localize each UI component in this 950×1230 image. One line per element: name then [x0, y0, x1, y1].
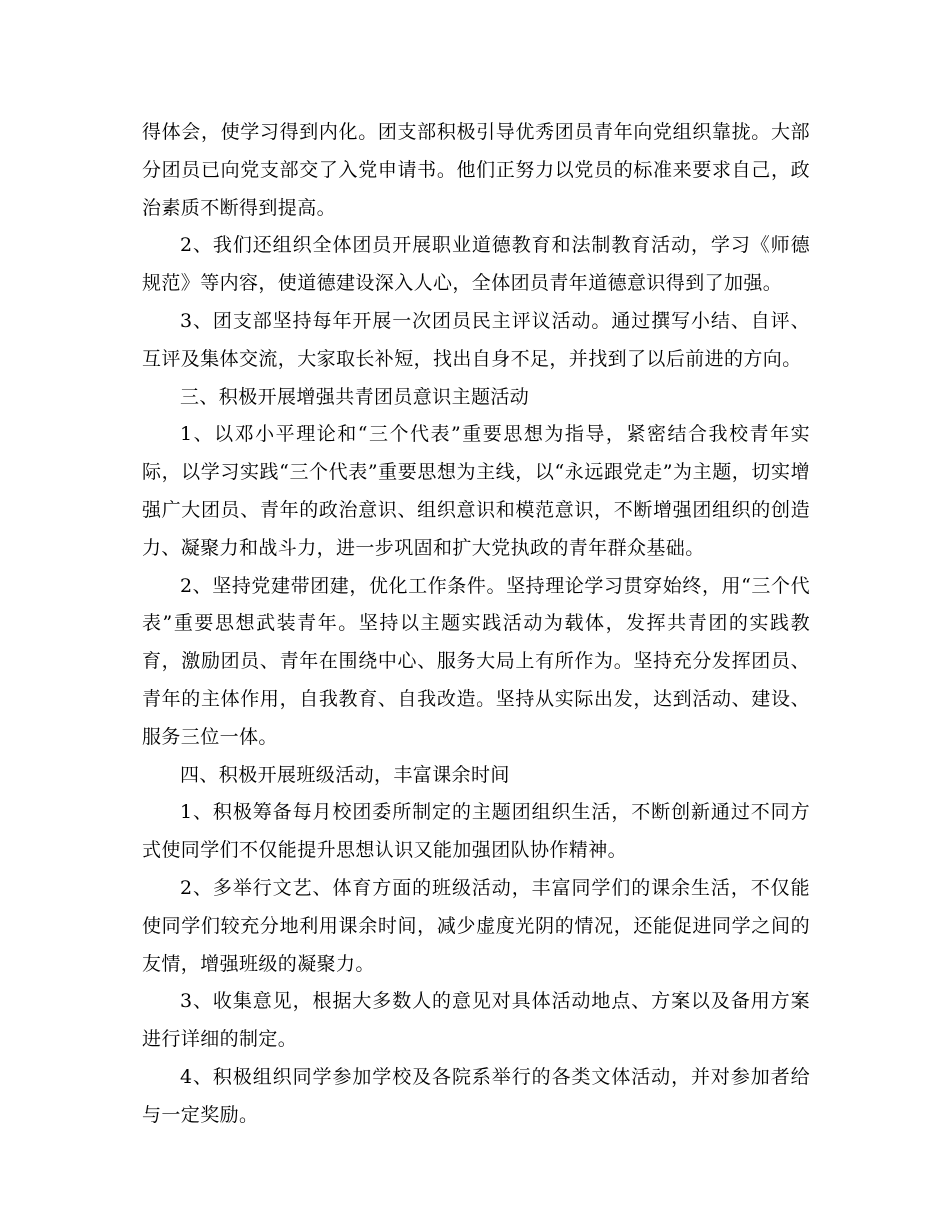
paragraph-class-activities: 2、多举行文艺、体育方面的班级活动，丰富同学们的课余生活，不仅能使同学们较充分地利用课余时间，减少虚度光阴的情况，还能促进同学之间的友情，增强班级的凝聚力。: [142, 876, 810, 975]
paragraph-party-building: 2、坚持党建带团建，优化工作条件。坚持理论学习贯穿始终，用“三个代表”重要思想武装青年。坚持以主题实践活动为载体，发挥共青团的实践教育，激励团员、青年在围绕中心、服务大局上有所作为。坚持充分发挥团员、青年的主体作用，自我教育、自我改造。坚持从实际出发，达到活动、建设、服务三位一体。: [142, 574, 810, 748]
paragraph-collect-opinions: 3、收集意见，根据大多数人的意见对具体活动地点、方案以及备用方案进行详细的制定。: [142, 990, 810, 1051]
paragraph-continuation: 得体会，使学习得到内化。团支部积极引导优秀团员青年向党组织靠拢。大部分团员已向党支部交了入党申请书。他们正努力以党员的标准来要求自己，政治素质不断得到提高。: [142, 121, 810, 219]
paragraph-cultural-sports: 4、积极组织同学参加学校及各院系举行的各类文体活动，并对参加者给与一定奖励。: [142, 1065, 810, 1126]
document-body: [142, 114, 810, 1135]
paragraph-monthly-activities: 1、积极筹备每月校团委所制定的主题团组织生活，不断创新通过不同方式使同学们不仅能提升思想认识又能加强团队协作精神。: [142, 801, 810, 862]
section-heading-three: 三、积极开展增强共青团员意识主题活动: [180, 385, 530, 408]
section-heading-four: 四、积极开展班级活动，丰富课余时间: [180, 763, 510, 786]
paragraph-ethics-education: 2、我们还组织全体团员开展职业道德教育和法制教育活动，学习《师德规范》等内容，使道德建设深入人心，全体团员青年道德意识得到了加强。: [142, 234, 810, 295]
paragraph-democratic-review: 3、团支部坚持每年开展一次团员民主评议活动。通过撰写小结、自评、互评及集体交流，大家取长补短，找出自身不足，并找到了以后前进的方向。: [142, 309, 810, 370]
paragraph-guiding-theory: 1、以邓小平理论和“三个代表”重要思想为指导，紧密结合我校青年实际，以学习实践“三个代表”重要思想为主线，以“永远跟党走”为主题，切实增强广大团员、青年的政治意识、组织意识和模范意识，不断增强团组织的创造力、凝聚力和战斗力，进一步巩固和扩大党执政的青年群众基础。: [142, 423, 810, 559]
